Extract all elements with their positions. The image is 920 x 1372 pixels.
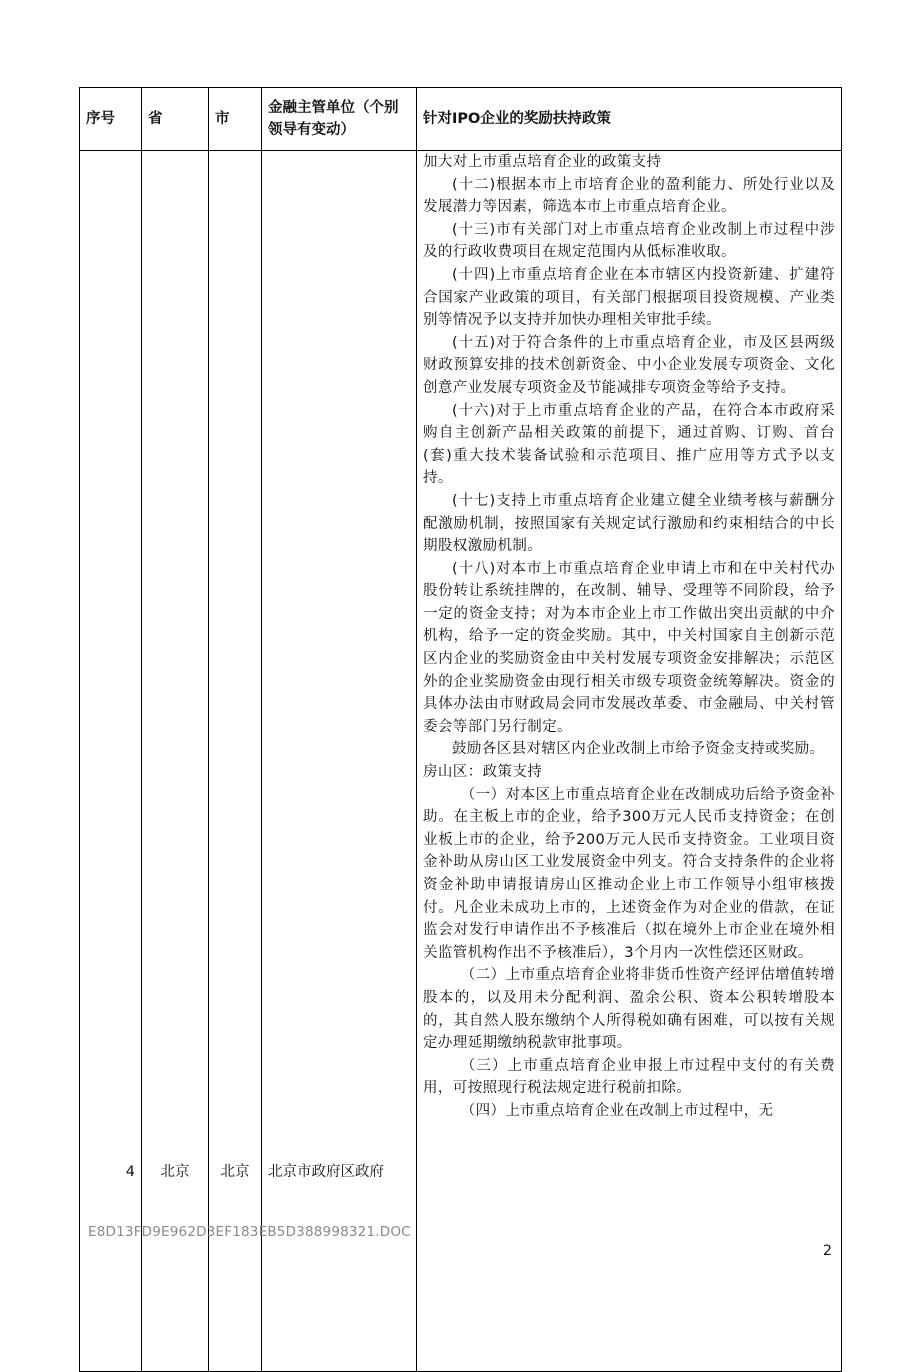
policy-paragraph: (十七)支持上市重点培育企业建立健全业绩考核与薪酬分配激励机制，按照国家有关规定试行激励和约束相结合的中长期股权激励机制。 [423,492,835,555]
table-header-row [80,88,842,151]
policy-paragraph: (十六)对于上市重点培育企业的产品，在符合本市政府采购自主创新产品相关政策的前提下，通过首购、订购、首台(套)重大技术装备试验和示范项目、推广应用等方式予以支持。 [423,402,835,487]
policy-paragraph: (十四)上市重点培育企业在本市辖区内投资新建、扩建符合国家产业政策的项目，有关部门根据项目投资规模、产业类别等情况予以支持并加快办理相关审批手续。 [423,266,835,329]
cell-city [209,151,262,1372]
header-seq: 序号 [80,88,142,151]
policy-paragraph: （二）上市重点培育企业将非货币性资产经评估增值转增股本的，以及用未分配利润、盈余公积、资本公积转增股本的，其自然人股东缴纳个人所得税如确有困难，可以按有关规定办理延期缴纳税款审批事项。 [423,967,835,1052]
cell-unit [262,151,417,1372]
header-province: 省 [142,88,209,151]
unit-value: 北京市政府区政府 [268,1164,384,1180]
header-city: 市 [209,88,262,151]
policy-paragraph: 房山区：政策支持 [423,764,543,781]
policy-paragraph: （一）对本区上市重点培育企业在改制成功后给予资金补助。在主板上市的企业，给予300万元人民币支持资金；在创业板上市的企业，给予200万元人民币支持资金。工业项目资金补助从房山区工业发展资金中列支。符合支持条件的企业将资金补助申请报请房山区推动企业上市工作领导小组审核拨付。凡企业未成功上市的，上述资金作为对企业的借款，在证监会对发行申请作出不予核准后（拟在境外上市企业在境外相关监管机构作出不予核准后），3个月内一次性偿还区财政。 [423,786,835,961]
policy-paragraph: (十五)对于符合条件的上市重点培育企业，市及区县两级财政预算安排的技术创新资金、中小企业发展专项资金、文化创意产业发展专项资金及节能减排专项资金等给予支持。 [423,334,835,396]
header-unit: 金融主管单位（个别领导有变动） [262,88,417,151]
policy-table [79,87,842,1372]
table-row [80,151,842,1372]
policy-paragraph: (十三)市有关部门对上市重点培育企业改制上市过程中涉及的行政收费项目在规定范围内从低标准收取。 [423,221,835,261]
policy-paragraph: (十二)根据本市上市培育企业的盈利能力、所处行业以及发展潜力等因素，筛选本市上市重点培育企业。 [423,176,835,216]
seq-value: 4 [125,1164,135,1180]
city-value: 北京 [220,1164,250,1180]
cell-policy [417,151,842,1372]
cell-province [142,151,209,1372]
policy-paragraph: （四）上市重点培育企业在改制上市过程中，无 [460,1102,774,1119]
header-policy: 针对IPO企业的奖励扶持政策 [417,88,842,151]
policy-paragraph: 鼓励各区县对辖区内企业改制上市给予资金支持或奖励。 [452,741,825,758]
policy-text [423,151,835,1123]
province-value: 北京 [160,1164,190,1180]
page-number: 2 [823,1243,832,1259]
document-id-footer: E8D13FD9E962D3EF183EB5D388998321.DOC [88,1224,411,1240]
cell-seq [80,151,142,1372]
policy-paragraph: （三）上市重点培育企业申报上市过程中支付的有关费用，可按照现行税法规定进行税前扣除。 [423,1057,835,1097]
policy-paragraph: 加大对上市重点培育企业的政策支持 [423,154,662,170]
policy-paragraph: (十八)对本市上市重点培育企业申请上市和在中关村代办股份转让系统挂牌的，在改制、辅导、受理等不同阶段，给予一定的资金支持；对为本市企业上市工作做出突出贡献的中介机构，给予一定的资金奖励。其中，中关村国家自主创新示范区内企业的奖励资金由中关村发展专项资金安排解决；示范区外的企业奖励资金由现行相关市级专项资金统筹解决。资金的具体办法由市财政局会同市发展改革委、市金融局、中关村管委会等部门另行制定。 [423,560,835,735]
